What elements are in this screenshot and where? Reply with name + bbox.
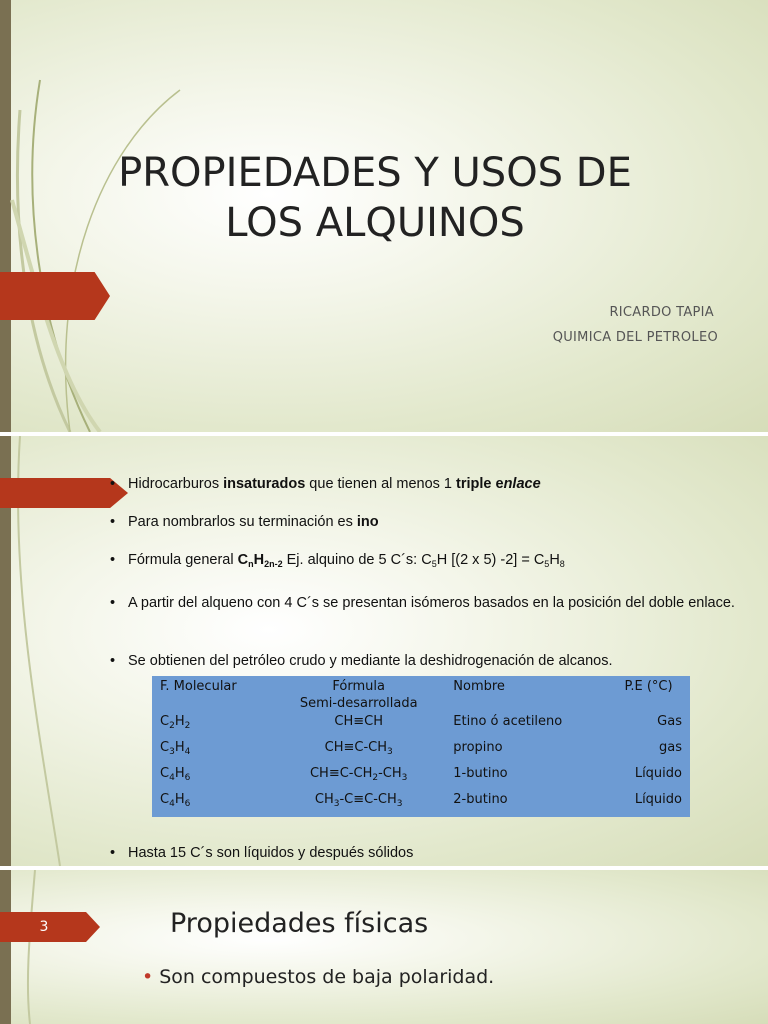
bullet-dot: •	[110, 595, 116, 611]
subscript: 5	[544, 559, 550, 569]
bullet-item	[110, 514, 750, 531]
accent-flag	[0, 272, 110, 320]
course: QUIMICA DEL PETROLEO	[552, 330, 718, 345]
text: Ej. alquino de 5 C´s: C	[282, 552, 432, 568]
bullet-item	[110, 845, 750, 862]
text-bold: triple e	[456, 476, 504, 492]
alkynes-table	[152, 676, 690, 817]
subscript: 5	[431, 559, 437, 569]
title-line-1: PROPIEDADES Y USOS DE	[118, 150, 632, 196]
cell-name: propino	[453, 740, 503, 755]
text: Fórmula general	[128, 552, 238, 568]
accent-flag	[0, 478, 128, 508]
table-row	[152, 739, 690, 765]
cell-molecular: $C_4H_6$	[160, 792, 191, 809]
table-row	[152, 791, 690, 817]
title-slide	[0, 0, 768, 432]
column-header: F. Molecular	[160, 679, 237, 694]
text: Para nombrarlos su terminación es	[128, 514, 357, 530]
text: A partir del alqueno con 4 C´s se presentan isómeros basados en la posición del doble enlace.	[128, 595, 735, 611]
cell-molecular: $C_3H_4$	[160, 740, 191, 757]
text: que tienen al menos 1	[305, 476, 457, 492]
content-slide	[0, 436, 768, 866]
bullet-dot: •	[110, 514, 116, 530]
cell-pe: Gas	[657, 714, 682, 729]
text: Son compuestos de baja polaridad.	[159, 966, 495, 988]
text-bold-italic: nlace	[503, 476, 541, 492]
swirl-decoration	[0, 870, 120, 1024]
header-line: Fórmula	[332, 679, 385, 694]
table-row	[152, 713, 690, 739]
subscript: n	[248, 559, 254, 569]
text: H [(2 x 5) -2] = C	[436, 552, 545, 568]
slide-heading: Propiedades físicas	[170, 908, 429, 939]
text: H	[549, 552, 560, 568]
cell-molecular: $C_2H_2$	[160, 714, 191, 731]
formula: H	[253, 552, 265, 568]
bullet-dot: •	[110, 552, 116, 568]
content-slide	[0, 870, 768, 1024]
bullet-item	[142, 966, 494, 988]
bullet-dot: •	[110, 476, 116, 492]
cell-name: 1-butino	[453, 766, 508, 781]
slide-number: 3	[39, 919, 49, 935]
column-header: P.E (°C)	[624, 679, 673, 694]
bullet-item	[110, 595, 750, 612]
cell-pe: gas	[659, 740, 682, 755]
cell-name: 2-butino	[453, 792, 508, 807]
slide-title	[80, 148, 670, 248]
text: Se obtienen del petróleo crudo y mediante la deshidrogenación de alcanos.	[128, 653, 613, 669]
cell-formula: $CH\equiv C-CH_3$	[324, 740, 393, 757]
text-bold: ino	[356, 514, 379, 530]
subscript: 8	[559, 559, 565, 569]
cell-name: Etino ó acetileno	[453, 714, 563, 729]
table-row	[152, 765, 690, 791]
author: RICARDO TAPIA	[609, 305, 714, 320]
cell-formula: CH≡CH	[334, 714, 383, 729]
text: Hidrocarburos	[128, 476, 224, 492]
bullet-dot: •	[142, 966, 154, 988]
table-header-row	[152, 676, 690, 713]
title-line-2: LOS ALQUINOS	[225, 200, 525, 246]
column-header: Nombre	[453, 679, 505, 694]
cell-pe: Líquido	[634, 766, 682, 781]
text: Hasta 15 C´s son líquidos y después sólidos	[128, 845, 414, 861]
bullet-dot: •	[110, 653, 116, 669]
text-bold: insaturados	[223, 476, 306, 492]
bullet-item	[110, 653, 750, 670]
header-line: Semi-desarrollada	[299, 696, 418, 711]
formula: C	[237, 552, 249, 568]
cell-molecular: $C_4H_6$	[160, 766, 191, 783]
cell-formula: $CH_3-C\equiv C-CH_3$	[314, 792, 403, 809]
subscript: 2n-2	[264, 559, 283, 569]
bullet-item	[110, 476, 750, 493]
bullet-item	[110, 552, 750, 573]
cell-pe: Líquido	[634, 792, 682, 807]
cell-formula: $CH\equiv C-CH_2-CH_3$	[309, 766, 408, 783]
column-header	[272, 676, 445, 713]
bullet-dot: •	[110, 845, 116, 861]
